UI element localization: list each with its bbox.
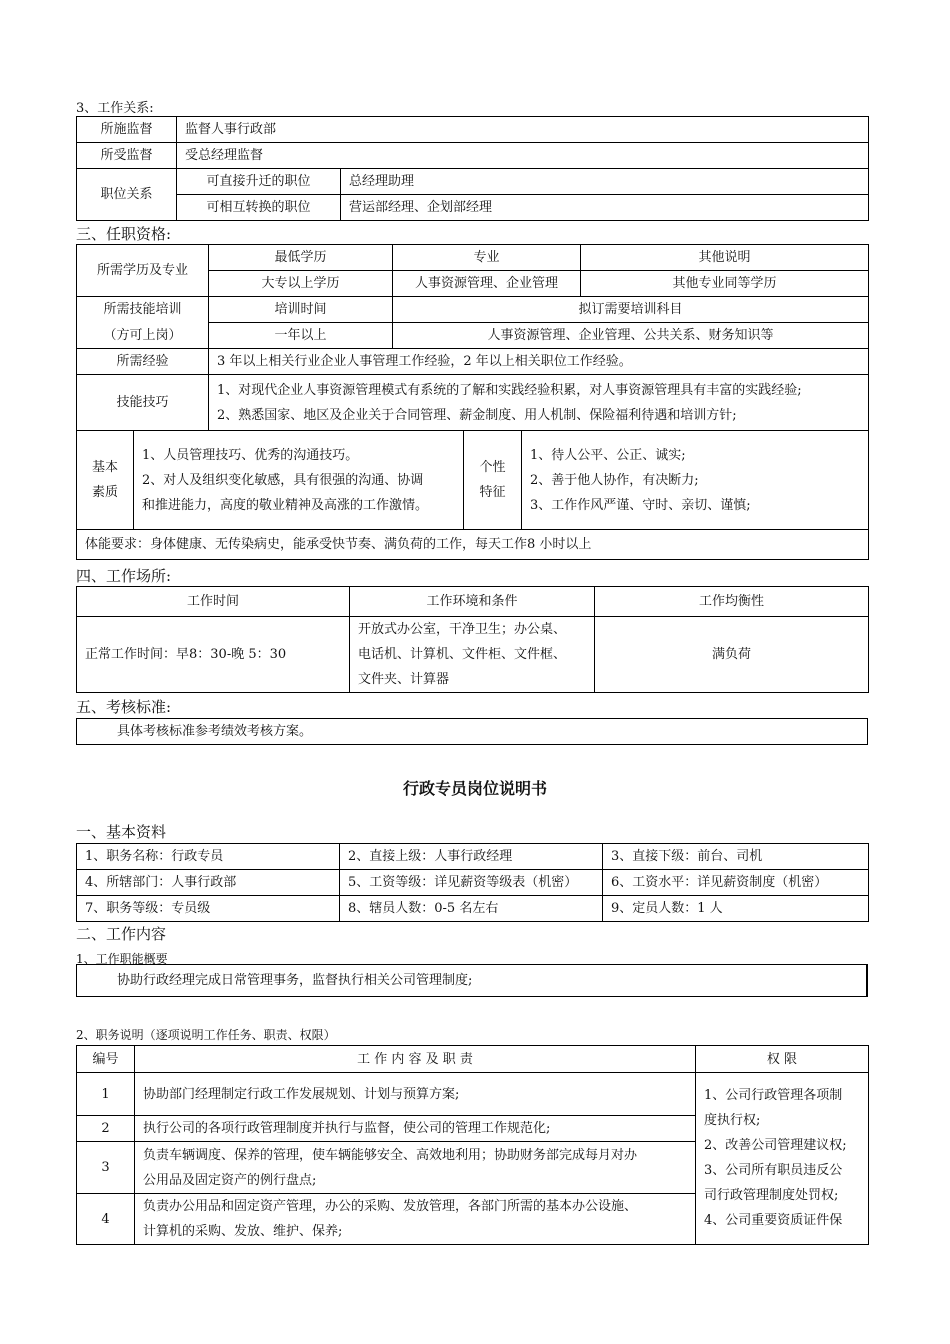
duty-no: 3: [77, 1142, 135, 1194]
duty-content: 负责车辆调度、保养的管理，使车辆能够安全、高效地利用；协助财务部完成每月对办 公用品及固定资产的例行盘点;: [135, 1142, 696, 1194]
basic-info-cell: 5、工资等级：详见薪资等级表（机密）: [340, 870, 603, 896]
workplace-header-env: 工作环境和条件: [350, 587, 595, 617]
experience-value: 3 年以上相关行业企业人事管理工作经验，2 年以上相关职位工作经验。: [209, 349, 869, 375]
basic-info-cell: 7、职务等级：专员级: [77, 896, 340, 922]
overview-label: 1、工作职能概要: [76, 952, 168, 966]
duties-header-no: 编号: [77, 1046, 135, 1073]
duties-table: [76, 1045, 869, 1245]
position-relations-label: 职位关系: [77, 169, 177, 221]
promote-value: 总经理助理: [341, 169, 869, 195]
personality-value: [522, 431, 869, 530]
work-relations-table: [76, 116, 869, 221]
duty-content: 负责办公用品和固定资产管理，办公的采购、发放管理，各部门所需的基本办公设施、 计算机的采购、发放、维护、保养;: [135, 1194, 696, 1245]
edu-label: 所需学历及专业: [77, 245, 209, 297]
basic-info-cell: 1、职务名称：行政专员: [77, 844, 340, 870]
duties-header-content: 工 作 内 容 及 职 责: [135, 1046, 696, 1073]
basic-info-cell: 8、辖员人数：0-5 名左右: [340, 896, 603, 922]
edu-value-major: 人事资源管理、企业管理: [393, 271, 581, 297]
basic-info-table: [76, 843, 869, 922]
rotate-label: 可相互转换的职位: [177, 195, 341, 221]
section-assessment-title: 五、考核标准:: [76, 698, 172, 716]
section-work-content-title: 二、工作内容: [76, 925, 167, 943]
basic-info-cell: 6、工资水平：详见薪资制度（机密）: [603, 870, 869, 896]
edu-value-min: 大专以上学历: [209, 271, 393, 297]
assessment-table: [76, 718, 868, 745]
duties-header-authority: 权 限: [696, 1046, 869, 1073]
personality-line: 2、善于他人协作，有决断力;: [530, 472, 699, 488]
workplace-balance-value: 满负荷: [595, 617, 869, 693]
basic-quality-value: [134, 431, 464, 530]
basic-info-cell: 3、直接下级：前台、司机: [603, 844, 869, 870]
skills-label: 技能技巧: [77, 375, 209, 431]
workplace-header-balance: 工作均衡性: [595, 587, 869, 617]
duty-no: 2: [77, 1116, 135, 1142]
authority-cell: [696, 1073, 869, 1245]
supervise-value: 监督人事行政部: [177, 117, 869, 143]
skills-value: [209, 375, 869, 431]
edu-value-other: 其他专业同等学历: [581, 271, 869, 297]
personality-label: 个性 特征: [464, 431, 522, 530]
rotate-value: 营运部经理、企划部经理: [341, 195, 869, 221]
duty-content: 执行公司的各项行政管理制度并执行与监督，使公司的管理工作规范化;: [135, 1116, 696, 1142]
basic-info-cell: 9、定员人数：1 人: [603, 896, 869, 922]
authority-line: 4、公司重要资质证件保: [704, 1213, 843, 1228]
skill-item: 1、对现代企业人事资源管理模式有系统的了解和实践经验积累，对人事资源管理具有丰富的实践经验;: [217, 382, 802, 398]
basic-quality-line: 1、人员管理技巧、优秀的沟通技巧。: [142, 447, 359, 463]
workplace-time-value: 正常工作时间：早8：30-晚 5：30: [77, 617, 350, 693]
document-title: 行政专员岗位说明书: [402, 779, 547, 798]
authority-line: 司行政管理制度处罚权;: [704, 1188, 839, 1203]
authority-line: 2、改善公司管理建议权;: [704, 1138, 847, 1153]
edu-header-other: 其他说明: [581, 245, 869, 271]
edu-header-min: 最低学历: [209, 245, 393, 271]
duty-no: 4: [77, 1194, 135, 1245]
authority-line: 3、公司所有职员违反公: [704, 1163, 843, 1178]
training-label-2: （方可上岗）: [77, 323, 209, 349]
promote-label: 可直接升迁的职位: [177, 169, 341, 195]
overview-table: [76, 964, 868, 997]
training-subject-value: 人事资源管理、企业管理、公共关系、财务知识等: [393, 323, 869, 349]
duties-label: 2、职务说明（逐项说明工作任务、职责、权限）: [76, 1028, 336, 1042]
section-work-relations-label: 3、工作关系:: [76, 101, 154, 116]
workplace-env-value: 开放式办公室，干净卫生；办公桌、 电话机、计算机、文件柜、文件框、 文件夹、计算器: [350, 617, 595, 693]
quality-table: [76, 430, 869, 560]
duty-no: 1: [77, 1073, 135, 1116]
assessment-value: 具体考核标准参考绩效考核方案。: [77, 719, 868, 745]
personality-line: 3、工作作风严谨、守时、亲切、谨慎;: [530, 497, 751, 513]
basic-quality-line: 和推进能力，高度的敬业精神及高涨的工作激情。: [142, 497, 429, 513]
basic-quality-line: 2、对人及组织变化敏感，具有很强的沟通、协调: [142, 472, 424, 488]
supervised-label: 所受监督: [77, 143, 177, 169]
authority-line: 1、公司行政管理各项制: [704, 1088, 843, 1103]
workplace-header-time: 工作时间: [77, 587, 350, 617]
personality-line: 1、待人公平、公正、诚实;: [530, 447, 686, 463]
training-time-value: 一年以上: [209, 323, 393, 349]
experience-label: 所需经验: [77, 349, 209, 375]
authority-line: 度执行权;: [704, 1113, 761, 1128]
training-subject-header: 拟订需要培训科目: [393, 297, 869, 323]
workplace-table: [76, 586, 869, 693]
duty-content: 协助部门经理制定行政工作发展规划、计划与预算方案;: [135, 1073, 696, 1116]
edu-header-major: 专业: [393, 245, 581, 271]
basic-info-cell: 2、直接上级：人事行政经理: [340, 844, 603, 870]
skill-item: 2、熟悉国家、地区及企业关于合同管理、薪金制度、用人机制、保险福利待遇和培训方针;: [217, 407, 737, 423]
qualifications-table: [76, 244, 869, 431]
section-qualifications-title: 三、任职资格:: [76, 225, 172, 243]
training-time-header: 培训时间: [209, 297, 393, 323]
basic-quality-label: 基本 素质: [77, 431, 134, 530]
training-label-1: 所需技能培训: [77, 297, 209, 323]
overview-value: 协助行政经理完成日常管理事务，监督执行相关公司管理制度;: [77, 965, 868, 997]
supervised-value: 受总经理监督: [177, 143, 869, 169]
physical-requirement: 体能要求：身体健康、无传染病史，能承受快节奏、满负荷的工作，每天工作8 小时以上: [77, 530, 869, 560]
section-workplace-title: 四、工作场所:: [76, 567, 172, 585]
basic-info-cell: 4、所辖部门：人事行政部: [77, 870, 340, 896]
supervise-label: 所施监督: [77, 117, 177, 143]
section-basic-info-title: 一、基本资料: [76, 823, 167, 841]
